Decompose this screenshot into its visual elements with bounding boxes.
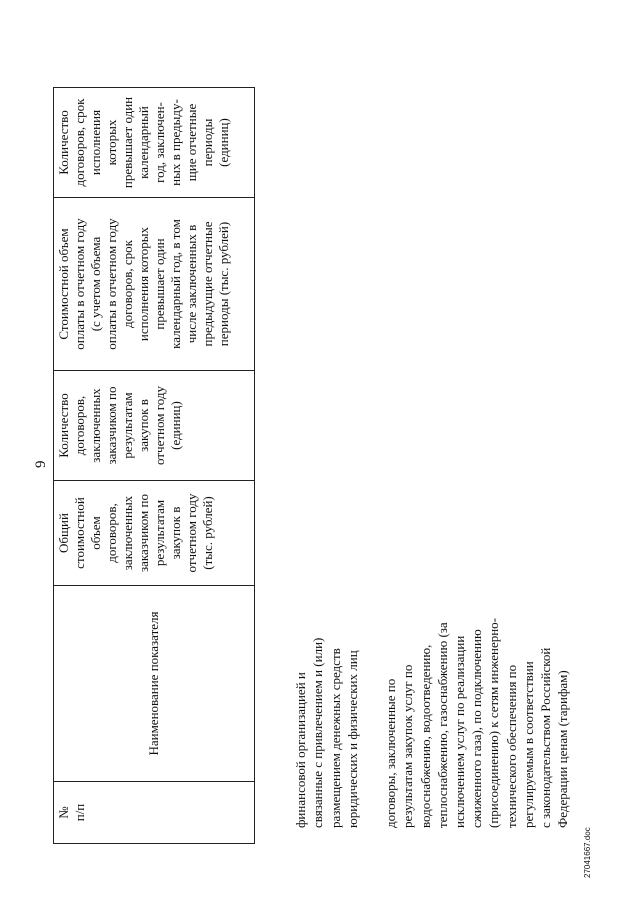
header-contracts-count: Количество договоров, заключенных заказчиком по результатам закупок в отчетном году (единиц) [54, 371, 255, 481]
header-total-value: Общий стоимостной объем договоров, заключенных заказчиком по результатам закупок в отчетном году (тыс. рублей) [54, 481, 255, 586]
rotated-page [27, 28, 607, 878]
page-number: 9 [33, 460, 49, 468]
paragraph-utility-contracts: договоры, заключенные по результатам закупок услуг по водоснабжению, водоотведению, теплоснабжению, газоснабжению (за исключением услуг по реализации сжиженного газа), по подключению (присоединению) к сетям инженерно- технического обеспечения по регулируемым в соответствии с законодательством Российской Федерации ценам (тарифам) [383, 617, 571, 828]
paragraph-financial-organization: финансовой организацией и связанные с привлечением и (или) размещением денежных средств юридических и физических лиц [293, 637, 360, 828]
header-indicator-name: Наименование показателя [54, 586, 255, 782]
header-long-term-contracts-count: Количество договоров, срок исполнения которых превышает один календарный год, заключен- ных в предыду- щие отчетные периоды (единиц) [54, 88, 255, 198]
table-header-row [54, 88, 255, 844]
continuation-text [275, 408, 593, 828]
document-id: 27041667.doc [583, 827, 592, 878]
header-row-number: № п/п [54, 782, 255, 844]
indicator-table [53, 87, 255, 844]
header-payment-volume: Стоимостной объем оплаты в отчетном году (с учетом объема оплаты в отчетном году договоров, срок исполнения которых превышает один календарный год, в том числе заключенных в предыдущие отчетные периоды (тыс. рублей) [54, 198, 255, 371]
